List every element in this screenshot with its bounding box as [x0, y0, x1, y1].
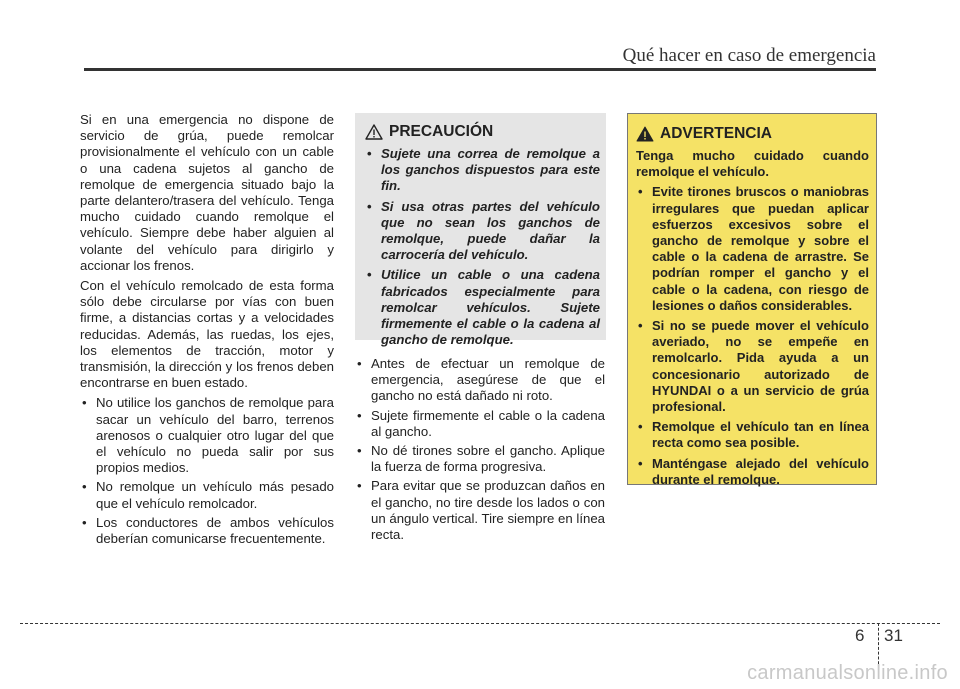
list-item: • Los conductores de ambos vehículos deberían comunicarse frecuentemente.	[80, 515, 334, 547]
warning-intro: Tenga mucho cuidado cuando remolque el vehículo.	[636, 148, 869, 180]
list-item: • Remolque el vehículo tan en línea recta como sea posible.	[636, 419, 869, 451]
list-item: • Si no se puede mover el vehículo averiado, no se empeñe en remolcarlo. Pida ayuda a un concesionario autorizado de HYUNDAI o a un servicio de grúa profesional.	[636, 318, 869, 415]
conditions-paragraph: Con el vehículo remolcado de esta forma sólo debe circularse por vías con buen firme, a distancias cortas y a velocidades reducidas. Además, las ruedas, los ejes, los elementos de tracción, motor y transmisión, la dirección y los frenos deben encontrarse en buen estado.	[80, 278, 334, 391]
list-item: • Manténgase alejado del vehículo durante el remolque.	[636, 456, 869, 488]
list-item: • Utilice un cable o una cadena fabricados especialmente para remolcar vehículos. Sujete firmemente el cable o la cadena al gancho de remolque.	[365, 267, 600, 348]
warning-box	[627, 113, 877, 485]
intro-bullet-list	[80, 395, 334, 547]
list-item: • No remolque un vehículo más pesado que el vehículo remolcador.	[80, 479, 334, 511]
intro-column	[80, 112, 334, 550]
intro-paragraph: Si en una emergencia no dispone de servicio de grúa, puede remolcar provisionalmente el vehículo con un cable o una cadena sujetos al gancho de remolque de emergencia situado bajo la parte delantero/trasera del vehículo. Tenga mucho cuidado cuando remolque el vehículo. Siempre debe haber alguien al volante del vehículo para dirigirlo y accionar los frenos.	[80, 112, 334, 273]
list-item: • Si usa otras partes del vehículo que no sean los ganchos de remolque, puede dañar la carrocería del vehículo.	[365, 199, 600, 264]
procedure-bullet-list	[355, 356, 605, 543]
section-title: Qué hacer en caso de emergencia	[622, 45, 876, 66]
caution-list	[365, 146, 600, 348]
list-item: • Para evitar que se produzcan daños en el gancho, no tire desde los lados o con un ángulo vertical. Tire siempre en línea recta.	[355, 478, 605, 543]
footer-rule	[20, 623, 940, 624]
caution-title: PRECAUCIÓN	[389, 123, 494, 140]
warning-triangle-filled-icon	[636, 126, 654, 142]
page-number: 31	[884, 626, 903, 645]
caution-heading	[365, 123, 600, 141]
chapter-number: 6	[855, 626, 865, 645]
warning-heading	[636, 125, 869, 143]
list-item: • Antes de efectuar un remolque de emergencia, asegúrese de que el gancho no está dañado ni roto.	[355, 356, 605, 405]
warning-list	[636, 184, 869, 488]
list-item: • Sujete firmemente el cable o la cadena al gancho.	[355, 408, 605, 440]
list-item: • Evite tirones bruscos o maniobras irregulares que puedan aplicar esfuerzos excesivos sobre el gancho de remolque y sobre el cable o la cadena de arrastre. Se podrían romper el gancho y el cable o la cadena, con riesgo de lesiones o daños considerables.	[636, 184, 869, 314]
warning-title: ADVERTENCIA	[660, 125, 772, 142]
watermark: carmanualsonline.info	[747, 662, 948, 684]
list-item: • Sujete una correa de remolque a los ganchos dispuestos para este fin.	[365, 146, 600, 195]
caution-box	[355, 113, 606, 348]
warning-triangle-outline-icon	[365, 124, 383, 140]
list-item: • No dé tirones sobre el gancho. Aplique la fuerza de forma progresiva.	[355, 443, 605, 475]
list-item: • No utilice los ganchos de remolque para sacar un vehículo del barro, terrenos arenosos o cualquier otro lugar del que el vehículo no pueda salir por sus propios medios.	[80, 395, 334, 476]
header-rule	[84, 68, 876, 71]
procedure-column	[355, 356, 605, 546]
